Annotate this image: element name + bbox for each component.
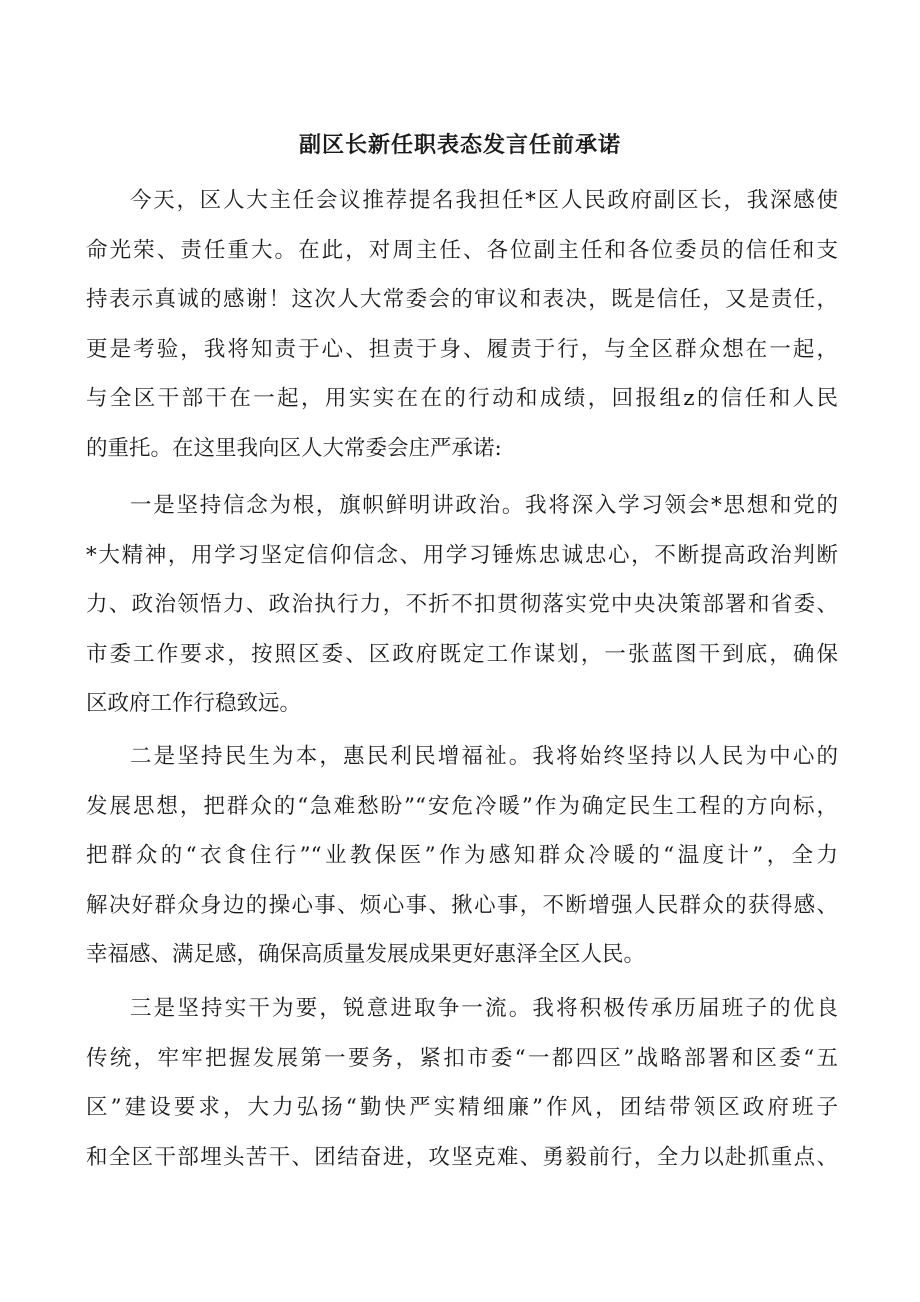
- paragraph-line: 发展思想，把群众的“急难愁盼”“安危冷暖”作为确定民生工程的方向标，: [86, 793, 838, 819]
- document-title: 副区长新任职表态发言任前承诺: [298, 132, 621, 158]
- paragraph-2: [86, 481, 838, 729]
- paragraph-line: 力、政治领悟力、政治执行力，不折不扣贯彻落实党中央决策部署和省委、: [86, 592, 838, 617]
- paragraph-line: 区”建设要求，大力弘扬“勤快严实精细廉”作风，团结带领区政府班子: [86, 1095, 838, 1120]
- paragraph-line: 区政府工作行稳致远。: [86, 691, 302, 716]
- paragraph-1: [86, 176, 838, 473]
- paragraph-line: 和全区干部埋头苦干、团结奋进，攻坚克难、勇毅前行，全力以赴抓重点、: [86, 1144, 838, 1170]
- paragraph-line: *大精神，用学习坚定信仰信念、用学习锤炼忠诚忠心，不断提高政治判断: [86, 542, 838, 568]
- paragraph-line: 传统，牢牢把握发展第一要务，紧扣市委“一都四区”战略部署和区委“五: [86, 1045, 838, 1071]
- paragraph-3: [86, 732, 838, 980]
- paragraph-line: 今天，区人大主任会议推荐提名我担任*区人民政府副区长，我深感使: [130, 188, 838, 213]
- paragraph-line: 与全区干部干在一起，用实实在在的行动和成绩，回报组z的信任和人民: [86, 386, 838, 411]
- paragraph-line: 解决好群众身边的操心事、烦心事、揪心事，不断增强人民群众的获得感、: [86, 892, 838, 918]
- paragraph-line: 更是考验，我将知责于心、担责于身、履责于行，与全区群众想在一起，: [86, 336, 838, 362]
- paragraph-line: 三是坚持实干为要，锐意进取争一流。我将积极传承历届班子的优良: [130, 996, 838, 1021]
- paragraph-line: 市委工作要求，按照区委、区政府既定工作谋划，一张蓝图干到底，确保: [86, 641, 838, 667]
- paragraph-line: 命光荣、责任重大。在此，对周主任、各位副主任和各位委员的信任和支: [86, 237, 838, 263]
- paragraph-line: 持表示真诚的感谢！这次人大常委会的审议和表决，既是信任，又是责任，: [86, 287, 838, 312]
- paragraph-line: 的重托。在这里我向区人大常委会庄严承诺:: [86, 435, 502, 461]
- paragraph-line: 把群众的“衣食住行”“业教保医”作为感知群众冷暖的“温度计”，全力: [86, 843, 838, 868]
- paragraph-line: 幸福感、满足感，确保高质量发展成果更好惠泽全区人民。: [86, 942, 646, 967]
- paragraph-line: 二是坚持民生为本，惠民利民增福祉。我将始终坚持以人民为中心的: [130, 744, 838, 769]
- paragraph-line: 一是坚持信念为根，旗帜鲜明讲政治。我将深入学习领会*思想和党的: [130, 493, 838, 518]
- paragraph-4: [86, 984, 838, 1182]
